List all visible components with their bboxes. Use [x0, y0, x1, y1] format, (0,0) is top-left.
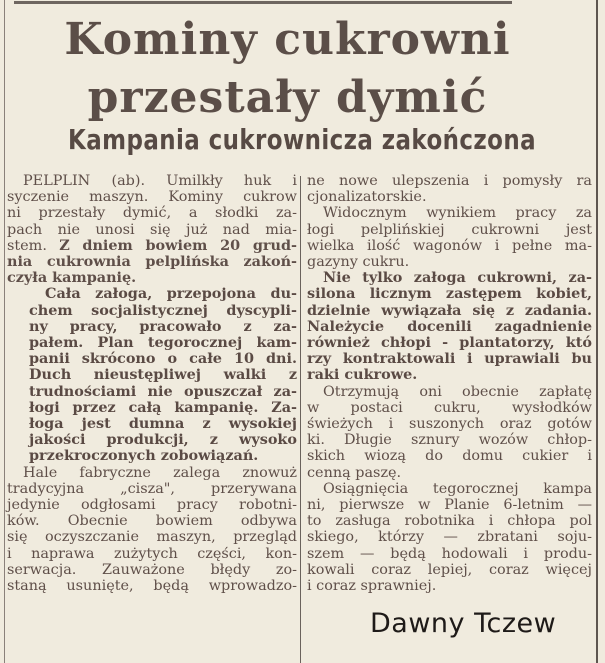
text-line: jakości produkcji, z wysoko [29, 431, 297, 449]
text-line: i naprawa zużytych części, kon- [7, 545, 297, 562]
text-line: tradycyjna „cisza", przerywana [7, 480, 297, 497]
text-line: również chłopi - plantatorzy, któ [307, 334, 592, 352]
paragraph-intro [7, 173, 297, 286]
text-line: syczenie maszyn. Kominy cukrow [7, 189, 297, 206]
column-divider [300, 176, 301, 663]
text-line: cjonalizatorskie. [307, 189, 427, 206]
text-line: panii skrócono o całe 10 dni. [29, 350, 297, 368]
text-line: wielka ilość wagonów i pełne ma- [307, 237, 592, 254]
text-line: ki. Długie sznury wozów chłop- [307, 432, 592, 449]
text-line: świeżych i suszonych oraz gotów [307, 416, 592, 433]
paragraph-achievements [307, 481, 592, 594]
text-line: gazyny cukru. [307, 254, 410, 271]
watermark: Dawny Tczew [370, 608, 557, 639]
text-line: Osiągnięcia tegorocznej kampa [323, 480, 592, 497]
left-column [7, 173, 297, 594]
right-column [307, 173, 592, 594]
text-line: ni przestały dymić, a słodki za- [7, 205, 297, 222]
headline-line-2: przestały dymić [87, 72, 488, 123]
text-line: staną usunięte, będą wprowadzo- [7, 578, 297, 595]
text-line: Widocznym wynikiem pracy za [323, 205, 592, 222]
text-line: w postaci cukru, wysłodków [307, 399, 592, 416]
paragraph-crew [7, 286, 297, 464]
text-line: Otrzymują oni obecnie zapłatę [323, 383, 592, 400]
text-line: skich wiozą do domu cukier i [307, 448, 592, 465]
subheadline: Kampania cukrownicza zakończona [68, 123, 537, 156]
text-line: Cała załoga, przepojona du- [45, 285, 297, 303]
text-line: skiego, którzy — zbratani soju- [307, 529, 592, 546]
paragraph-payment [307, 384, 592, 481]
text-line: Nie tylko załoga cukrowni, za- [323, 269, 592, 287]
text-line: serwacja. Zauważone błędy zo- [7, 561, 297, 578]
text-line: łoga jest dumna z wysokiej [29, 415, 297, 433]
paragraph-factory-halls [7, 465, 297, 595]
right-border [596, 0, 598, 663]
text-line: ni, pierwsze w Planie 6-letnim — [307, 497, 592, 514]
text-line: nia cukrownia pelplińska zakoń- [7, 253, 297, 271]
text-line: kowali coraz lepiej, coraz więcej [307, 561, 592, 578]
text-line: Duch nieustępliwej walki z [29, 366, 297, 384]
text-line: się oczyszczanie maszyn, przegląd [7, 529, 297, 546]
text-fragment-bold: Z dniem bowiem 20 grud- [59, 236, 297, 254]
text-line: ny pracy, pracowało z za- [29, 317, 297, 335]
text-line: jedynie odgłosami pracy robotni- [7, 497, 297, 514]
headline-line-1: Kominy cukrowni [64, 14, 511, 65]
text-line: ków. Obecnie bowiem odbywa [7, 513, 297, 530]
text-line: silona licznym zastępem kobiet, [307, 285, 592, 303]
text-line: łogi przez całą kampanię. Za- [29, 398, 297, 416]
paragraph-women-farmers [307, 270, 592, 383]
text-line: dzielnie wywiązała się z zadania. [307, 301, 592, 319]
text-line-mixed [7, 238, 297, 254]
text-line: i coraz sprawniej. [307, 578, 437, 595]
text-line: chem socjalistycznej dyscypli- [29, 301, 297, 319]
paragraph-results [307, 205, 592, 270]
text-line: przekroczonych zobowiązań. [29, 447, 259, 465]
text-line: PELPLIN (ab). Umilkły huk i [23, 173, 297, 189]
text-line: cenną paszę. [307, 464, 402, 481]
text-line: Należycie docenili zagadnienie [307, 317, 592, 335]
text-line: czyła kampanię. [7, 269, 137, 287]
text-line: ne nowe ulepszenia i pomysły ra [307, 173, 592, 189]
text-line: szem — będą hodowali i produ- [307, 545, 592, 562]
paragraph-continuation [307, 173, 592, 205]
text-line: pałem. Plan tegorocznej kam- [29, 334, 297, 352]
text-line: trudnościami nie opuszczał za- [29, 382, 297, 400]
text-line: pach nie unosi się już nad mia- [7, 221, 297, 238]
text-line: Hale fabryczne zalega znowuż [23, 464, 297, 481]
text-line: to zasługa robotnika i chłopa pol [307, 513, 592, 530]
text-fragment: stem. [7, 237, 47, 254]
text-line: raki cukrowe. [307, 366, 418, 384]
top-rule [14, 1, 512, 4]
text-line: rzy kontraktowali i uprawiali bu [307, 350, 592, 368]
text-line: łogi pelplińskiej cukrowni jest [307, 221, 592, 238]
